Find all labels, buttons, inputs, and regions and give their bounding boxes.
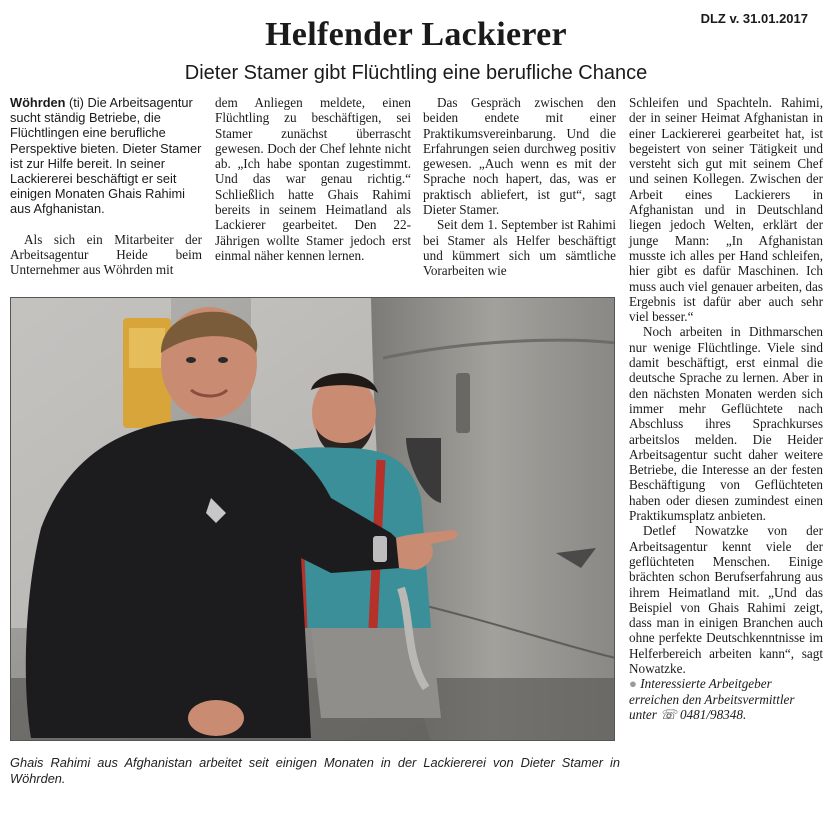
article-column-3 <box>423 95 616 279</box>
headline: Helfender Lackierer <box>265 16 567 53</box>
bullet-icon: ● <box>629 676 637 692</box>
article-column-4 <box>629 95 823 722</box>
article-photo <box>10 297 615 741</box>
phone-number: 0481/98348. <box>676 706 747 722</box>
lead-text: (ti) Die Arbeitsagentur sucht ständig Betriebe, die Flüchtlingen eine berufliche Perspektive bieten. Dieter Stamer ist zur Hilfe bereit. In seiner Lackiererei beschäftigt er seit einigen Monaten Ghais Rahimi aus Afghanistan. <box>10 95 202 217</box>
body-paragraph: dem Anliegen meldete, einen Flüchtling zu beschäftigen, sei Stamer zunächst überrascht gewesen. Doch der Chef lehnte nicht ab. „Ich habe spontan zugestimmt. Und das war genau richtig.“ Schließlich hatte Ghais Rahimi bereits in seinem Heimatland als Lackierer gearbeitet. Den 22-Jährigen wollte Stamer jedoch erst einmal näher kennen lernen. <box>215 95 411 263</box>
source-tag: DLZ v. 31.01.2017 <box>700 11 808 26</box>
photo-caption: Ghais Rahimi aus Afghanistan arbeitet seit einigen Monaten in der Lackiererei von Dieter Stamer in Wöhrden. <box>10 755 620 786</box>
body-paragraph: Noch arbeiten in Dithmarschen nur wenige Flüchtlinge. Viele sind damit beschäftigt, erst einmal die deutsche Sprache zu lernen. Aber in den nächsten Monaten werden sich immer mehr Geflüchtete nach Abschluss ihres Sprachkurses arbeitslos melden. Die Heider Arbeitsagentur sucht daher weitere Betriebe, die Interesse an der festen Beschäftigung von Geflüchteten haben oder diesen zumindest einen Praktikumsplatz anbieten. <box>629 324 823 524</box>
lead-paragraph <box>10 95 202 217</box>
body-paragraph: Seit dem 1. September ist Rahimi bei Stamer als Helfer beschäftigt und kümmert sich um sämtliche Vorarbeiten wie <box>423 217 616 279</box>
article-column-1 <box>10 95 202 278</box>
contact-note <box>629 676 823 722</box>
article-column-2 <box>215 95 411 263</box>
body-paragraph: Als sich ein Mitarbeiter der Arbeitsagentur Heide beim Unternehmer aus Wöhrden mit <box>10 231 202 278</box>
body-paragraph: Schleifen und Spachteln. Rahimi, der in seiner Heimat Afghanistan in einer Lackiererei gearbeitet hat, ist begeistert von seiner Tätigkeit und versteht sich gut mit seinem Chef und seinen Kollegen. Zwischen der Arbeit eines Lackierers in Afghanistan und in Deutschland liegen jedoch Welten, erklärt der junge Mann: „In Afghanistan musste ich alles per Hand schleifen, hier gibt es dafür Maschinen. Ich muss auch viel genauer arbeiten, das Ergebnis ist dafür aber auch sehr viel besser.“ <box>629 95 823 325</box>
photo-illustration <box>11 298 615 741</box>
contact-text: Interessierte Arbeitgeber erreichen den Arbeitsvermittler unter <box>629 676 795 722</box>
phone-icon: ☏ <box>660 706 677 722</box>
subheadline: Dieter Stamer gibt Flüchtling eine berufliche Chance <box>184 62 648 84</box>
body-paragraph: Das Gespräch zwischen den beiden endete mit einer Praktikumsvereinbarung. Und die Erfahrungen seien durchweg positiv gewesen. „Auch wenn es mit der Sprache noch hapert, das, was er praktisch abliefert, ist gut“, sagt Dieter Stamer. <box>423 95 616 218</box>
body-paragraph: Detlef Nowatzke von der Arbeitsagentur kennt viele der geflüchteten Menschen. Einige brächten schon Berufserfahrung aus ihrem Heimatland mit. „Und das Beispiel von Ghais Rahimi zeigt, dass man in einigen Branchen auch ohne perfekte Deutschkenntnisse im Helferbereich arbeiten kann“, sagt Nowatzke. <box>629 523 823 676</box>
dateline: Wöhrden <box>10 95 66 110</box>
